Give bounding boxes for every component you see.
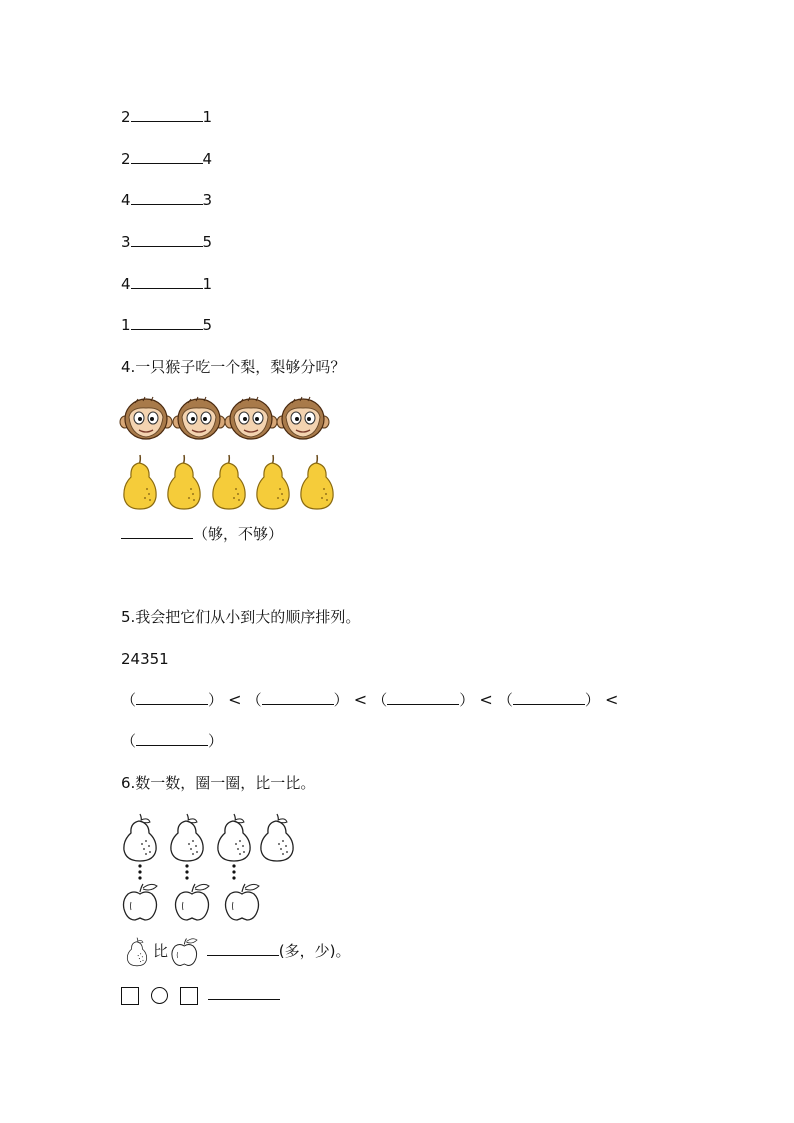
answer-blank[interactable] <box>131 190 203 205</box>
outline-apple-1 <box>124 884 158 920</box>
pear-1 <box>124 455 156 509</box>
monkey-4 <box>277 397 329 439</box>
answer-blank[interactable] <box>121 524 193 539</box>
ordering-row: （ ） < （ ） < （ ） < （ ） < <box>121 690 619 709</box>
square-box[interactable] <box>180 987 198 1005</box>
number-list: 24351 <box>121 650 169 668</box>
answer-blank[interactable] <box>136 731 208 746</box>
outline-apple-2 <box>176 884 210 920</box>
compare-sentence: 比 (多，少)。 <box>121 936 351 966</box>
outline-pear-1 <box>124 814 156 861</box>
outline-pear-3 <box>218 814 250 861</box>
answer-blank[interactable] <box>136 690 208 705</box>
monkey-1 <box>120 397 172 439</box>
answer-blank[interactable] <box>387 690 459 705</box>
question-4-title: 4.一只猴子吃一个梨，梨够分吗？ <box>121 358 346 376</box>
compare-line-6: 1 5 <box>121 316 213 334</box>
outline-pear-2 <box>171 814 203 861</box>
monkeys-row <box>119 393 339 443</box>
question-5-title: 5.我会把它们从小到大的顺序排列。 <box>121 608 361 626</box>
question-4-answer: （够，不够） <box>121 524 283 544</box>
ordering-row-2: （ ） <box>121 732 224 750</box>
compare-line-3: 4 3 <box>121 191 213 209</box>
outline-apple-3 <box>226 884 260 920</box>
answer-blank[interactable] <box>131 107 203 122</box>
answer-blank[interactable] <box>513 690 585 705</box>
pear-4 <box>257 455 289 509</box>
answer-blank[interactable] <box>131 149 203 164</box>
answer-blank[interactable] <box>208 983 280 1000</box>
pears-row <box>119 452 349 512</box>
compare-line-5: 4 1 <box>121 275 213 293</box>
monkey-3 <box>225 397 277 439</box>
pear-2 <box>168 455 200 509</box>
compare-line-1: 2 1 <box>121 108 213 126</box>
pear-3 <box>213 455 245 509</box>
outline-pear-4 <box>261 814 293 861</box>
question-6-title: 6.数一数，圈一圈，比一比。 <box>121 774 316 792</box>
answer-blank[interactable] <box>131 274 203 289</box>
answer-blank[interactable] <box>131 315 203 330</box>
apple-icon <box>168 937 202 967</box>
answer-blank[interactable] <box>262 690 334 705</box>
dot-connectors <box>138 864 235 879</box>
square-box[interactable] <box>121 987 139 1005</box>
monkey-2 <box>173 397 225 439</box>
compare-line-4: 3 5 <box>121 233 213 251</box>
answer-blank[interactable] <box>207 937 279 956</box>
compare-line-2: 2 4 <box>121 150 213 168</box>
symbol-answer-row <box>121 983 280 1005</box>
count-picture <box>119 812 309 924</box>
pear-5 <box>301 455 333 509</box>
answer-blank[interactable] <box>131 232 203 247</box>
circle-box[interactable] <box>151 987 168 1004</box>
pear-icon <box>121 937 153 967</box>
